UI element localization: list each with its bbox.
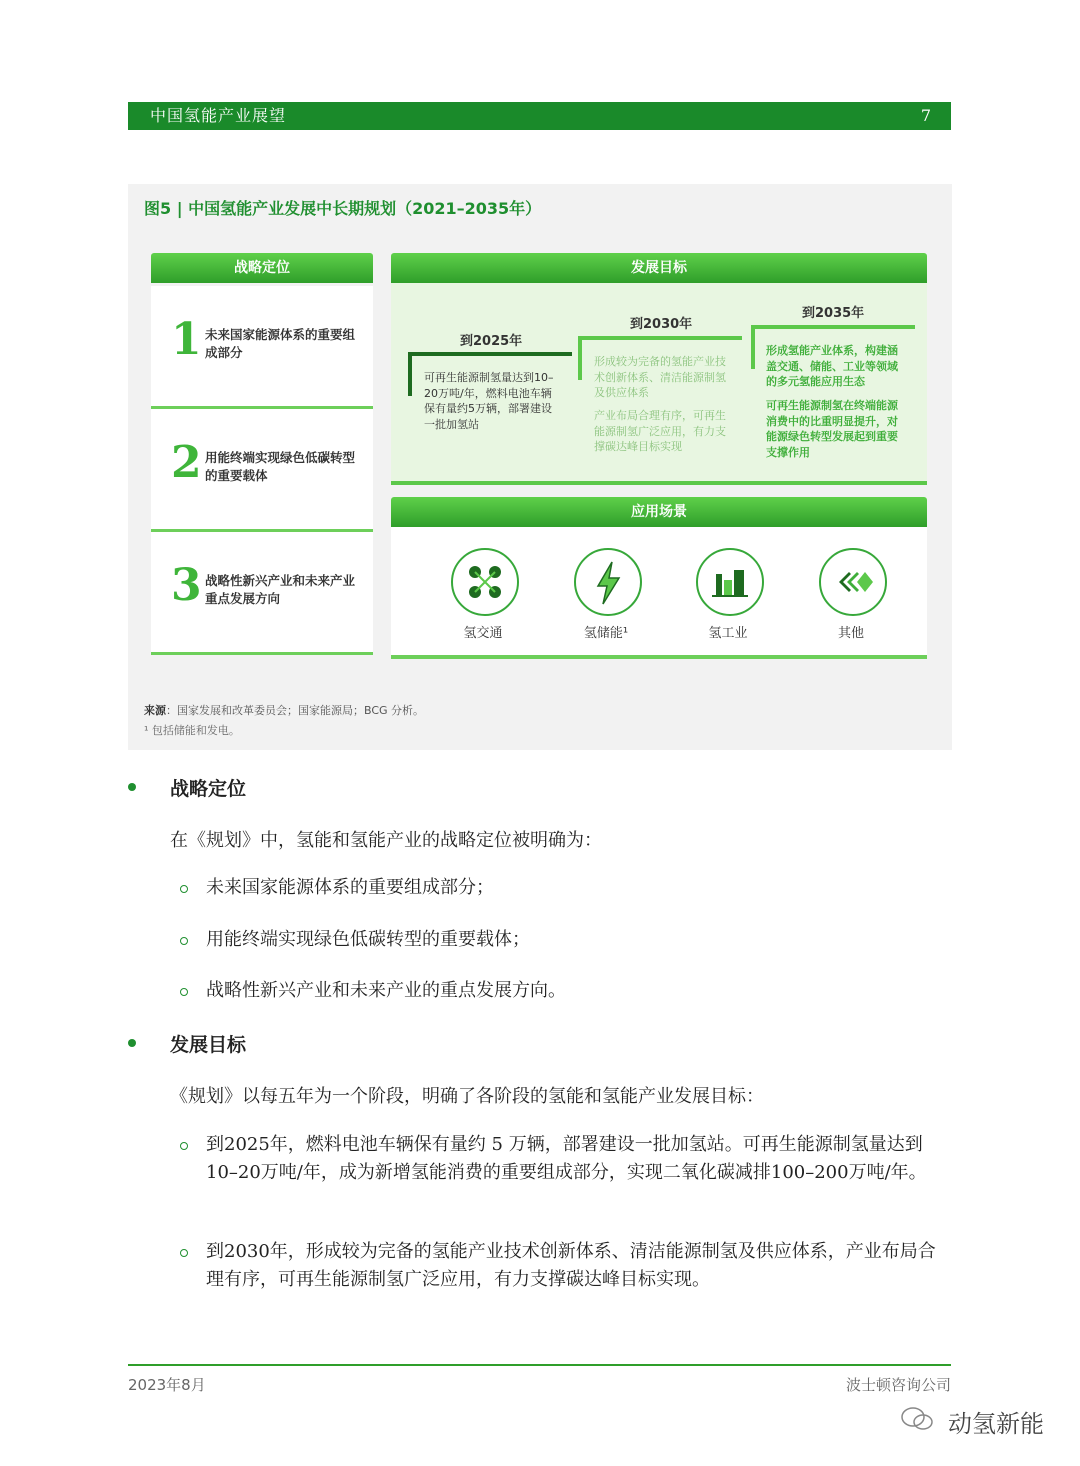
- goal-text-2035-a: 形成氢能产业体系，构建涵盖交通、储能、工业等领域的多元氢能应用生态: [766, 344, 898, 388]
- goal-text-2025: 可再生能源制氢量达到10–20万吨/年，燃料电池车辆保有量约5万辆，部署建设一批加氢站: [424, 371, 554, 431]
- goal-year-2030: 到2030年: [630, 317, 693, 332]
- goal-point: 到2030年，形成较为完备的氢能产业技术创新体系、清洁能源制氢及供应体系，产业布局合理有序，可再生能源制氢广泛应用，有力支撑碳达峰目标实现。: [206, 1241, 936, 1290]
- strategy-text: 未来国家能源体系的重要组成部分: [205, 327, 356, 360]
- source-text: ：国家发展和改革委员会；国家能源局；BCG 分析。: [166, 704, 425, 717]
- report-title: 中国氢能产业展望: [150, 106, 287, 125]
- applications-heading: 应用场景: [391, 497, 927, 527]
- goals-heading: 发展目标: [391, 253, 927, 283]
- section-title-strategy: 战略定位: [170, 778, 247, 800]
- page-header: [128, 102, 951, 130]
- strategy-text: 战略性新兴产业和未来产业重点发展方向: [205, 573, 356, 606]
- figure-title: 图5 | 中国氢能产业发展中长期规划（2021–2035年）: [144, 199, 542, 218]
- strategy-number: 3: [171, 560, 202, 611]
- strategy-point: 未来国家能源体系的重要组成部分；: [206, 877, 494, 898]
- strategy-item: [151, 532, 373, 655]
- strategy-panel: [151, 253, 373, 283]
- section-intro-goals: 《规划》以每五年为一个阶段，明确了各阶段的氢能和氢能产业发展目标：: [170, 1086, 764, 1107]
- footer-company: 波士顿咨询公司: [845, 1376, 951, 1394]
- goal-point: 到2025年，燃料电池车辆保有量约 5 万辆，部署建设一批加氢站。可再生能源制氢量达到10–20万吨/年，成为新增氢能消费的重要组成部分，实现二氧化碳减排100–200万吨/年。: [206, 1134, 927, 1183]
- goal-year-2025: 到2025年: [460, 334, 523, 349]
- strategy-text: 用能终端实现绿色低碳转型的重要载体: [205, 450, 356, 483]
- strategy-point: 战略性新兴产业和未来产业的重点发展方向。: [206, 980, 566, 1001]
- goals-divider: [391, 481, 927, 485]
- transport-icon: [451, 548, 519, 616]
- sub-bullet: [180, 937, 188, 945]
- strategy-point: 用能终端实现绿色低碳转型的重要载体；: [206, 929, 530, 950]
- section-bullet: [128, 1039, 136, 1047]
- strategy-number: 2: [171, 437, 202, 488]
- strategy-number: 1: [171, 314, 202, 365]
- watermark-text: 动氢新能: [948, 1410, 1044, 1438]
- applications-divider: [391, 655, 927, 659]
- figure-source: [144, 702, 424, 718]
- app-label-industry: 氢工业: [708, 626, 748, 641]
- section-title-goals: 发展目标: [170, 1034, 247, 1056]
- lightning-icon: [574, 548, 642, 616]
- footer-date: 2023年8月: [128, 1376, 206, 1394]
- section-intro-strategy: 在《规划》中，氢能和氢能产业的战略定位被明确为：: [170, 830, 602, 851]
- app-label-other: 其他: [837, 626, 864, 641]
- strategy-item: [151, 286, 373, 409]
- factory-icon: [696, 548, 764, 616]
- wechat-icon: [900, 1406, 934, 1432]
- sub-bullet: [180, 988, 188, 996]
- strategy-item: [151, 409, 373, 532]
- app-label-transport: 氢交通: [463, 626, 503, 641]
- sub-bullet: [180, 1249, 188, 1257]
- section-bullet: [128, 783, 136, 791]
- source-label: 来源: [144, 704, 166, 717]
- strategy-heading: 战略定位: [151, 253, 373, 283]
- goal-text-2030-b: 产业布局合理有序，可再生能源制氢广泛应用，有力支撑碳达峰目标实现: [594, 409, 726, 453]
- goal-text-2035-b: 可再生能源制氢在终端能源消费中的比重明显提升，对能源绿色转型发展起到重要支撑作用: [766, 399, 898, 459]
- footer-divider: [128, 1364, 951, 1366]
- figure-footnote: ¹ 包括储能和发电。: [144, 724, 240, 737]
- page-number: 7: [920, 106, 931, 125]
- app-label-storage: 氢储能¹: [583, 626, 629, 641]
- other-icon: [819, 548, 887, 616]
- sub-bullet: [180, 885, 188, 893]
- goal-text-2030-a: 形成较为完备的氢能产业技术创新体系、清洁能源制氢及供应体系: [594, 355, 726, 399]
- goal-year-2035: 到2035年: [802, 306, 865, 321]
- sub-bullet: [180, 1142, 188, 1150]
